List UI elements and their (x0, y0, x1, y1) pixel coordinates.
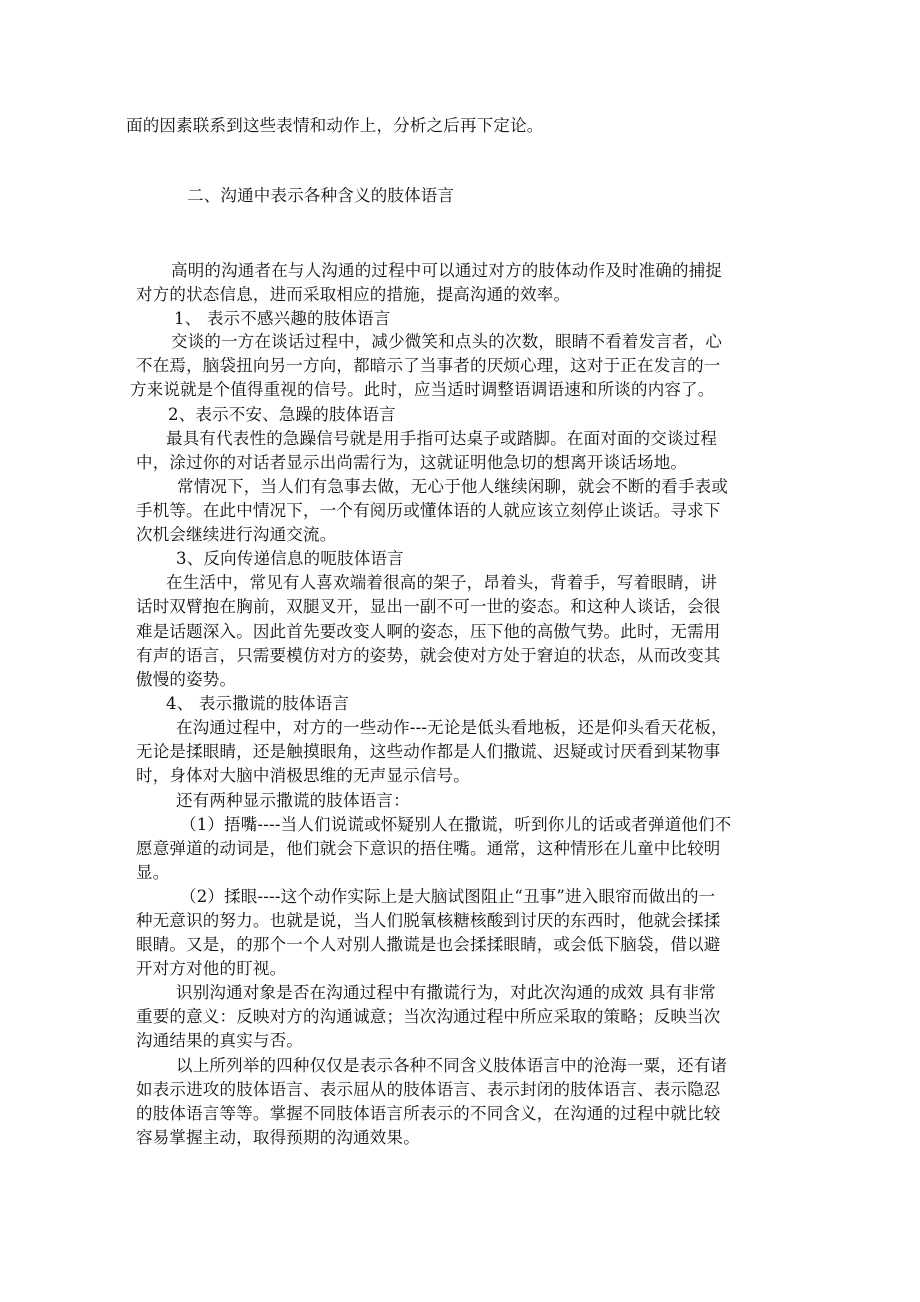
p6-line-1: 还有两种显示撒谎的肢体语言： (176, 791, 410, 810)
p9-line-3: 沟通结果的真实与否。 (136, 1031, 303, 1050)
p3-line-3: 次机会继续进行沟通交流。 (136, 525, 337, 544)
heading-2: 2、表示不安、急躁的肢体语言 (168, 405, 396, 424)
p10-line-1: 以上所列举的四种仅仅是表示各种不同含义肢体语言中的沧海一粟，还有诸 (176, 1056, 728, 1075)
p4-line-4: 有声的语言，只需要模仿对方的姿势，就会使对方处于窘迫的状态，从而改变其 (136, 646, 721, 665)
p9-line-1: 识别沟通对象是否在沟通过程中有撒谎行为，对此次沟通的成效 具有非常 (176, 983, 716, 1002)
lead-line-1: 高明的沟通者在与人沟通的过程中可以通过对方的肢体动作及时准确的捕捉 (171, 261, 723, 280)
p7-line-3: 显。 (136, 863, 170, 882)
p7-line-1: （1）捂嘴----当人们说谎或怀疑别人在撒谎，听到你儿的话或者弹道他们不 (180, 815, 732, 834)
p8-line-1: （2）揉眼----这个动作实际上是大脑试图阻止“丑事”进入眼帘而做出的一 (180, 887, 716, 906)
p10-line-3: 的肢体语言等等。掌握不同肢体语言所表示的不同含义，在沟通的过程中就比较 (136, 1104, 721, 1123)
p8-line-3: 眼睛。又是，的那个一个人对别人撒谎是也会揉揉眼睛，或会低下脑袋，借以避 (136, 935, 721, 954)
p1-line-1: 交谈的一方在谈话过程中，减少微笑和点头的次数，眼睛不看着发言者，心 (171, 332, 723, 351)
p5-line-3: 时，身体对大脑中消极思维的无声显示信号。 (136, 766, 470, 785)
p3-line-1: 常情况下，当人们有急事去做，无心于他人继续闲聊，就会不断的看手表或 (177, 477, 729, 496)
p4-line-5: 傲慢的姿势。 (136, 670, 237, 689)
section-title: 二、沟通中表示各种含义的肢体语言 (187, 186, 455, 205)
heading-4: 4、 表示撒谎的肢体语言 (166, 694, 350, 713)
p1-line-2: 不在焉，脑袋扭向另一方向，都暗示了当事者的厌烦心理，这对于正在发言的一 (136, 356, 721, 375)
p5-line-2: 无论是揉眼睛，还是触摸眼角，这些动作都是人们撒谎、迟疑或讨厌看到某物事 (136, 742, 721, 761)
p8-line-2: 种无意识的努力。也就是说，当人们脱氧核糖核酸到讨厌的东西时，他就会揉揉 (136, 911, 721, 930)
p2-line-1: 最具有代表性的急躁信号就是用手指可达桌子或踏脚。在面对面的交谈过程 (166, 429, 718, 448)
p10-line-2: 如表示进攻的肢体语言、表示屈从的肢体语言、表示封闭的肢体语言、表示隐忍 (136, 1080, 721, 1099)
heading-1: 1、 表示不感兴趣的肢体语言 (174, 309, 391, 328)
p9-line-2: 重要的意义：反映对方的沟通诚意；当次沟通过程中所应采取的策略；反映当次 (136, 1007, 721, 1026)
lead-line-2: 对方的状态信息，进而采取相应的措施，提高沟通的效率。 (136, 285, 571, 304)
p7-line-2: 愿意弹道的动词是，他们就会下意识的捂住嘴。通常，这种情形在儿童中比较明 (136, 839, 721, 858)
p10-line-4: 容易掌握主动，取得预期的沟通效果。 (136, 1128, 420, 1147)
p1-line-3: 方来说就是个值得重视的信号。此时，应当适时调整语调语速和所谈的内容了。 (130, 380, 715, 399)
intro-tail-line: 面的因素联系到这些表情和动作上，分析之后再下定论。 (126, 116, 544, 135)
p2-line-2: 中，涂过你的对话者显示出尚需行为，这就证明他急切的想离开谈话场地。 (136, 453, 688, 472)
p5-line-1: 在沟通过程中，对方的一些动作---无论是低头看地板，还是仰头看天花板， (176, 718, 728, 737)
p4-line-3: 难是话题深入。因此首先要改变人啊的姿态，压下他的高傲气势。此时，无需用 (136, 622, 721, 641)
p4-line-2: 话时双臂抱在胸前，双腿叉开，显出一副不可一世的姿态。和这种人谈话，会很 (136, 597, 721, 616)
p4-line-1: 在生活中，常见有人喜欢端着很高的架子，昂着头，背着手，写着眼睛，讲 (166, 573, 718, 592)
p3-line-2: 手机等。在此中情况下，一个有阅历或懂体语的人就应该立刻停止谈话。寻求下 (136, 501, 721, 520)
p8-line-4: 开对方对他的盯视。 (136, 959, 287, 978)
heading-3: 3、反向传递信息的呃肢体语言 (176, 549, 404, 568)
